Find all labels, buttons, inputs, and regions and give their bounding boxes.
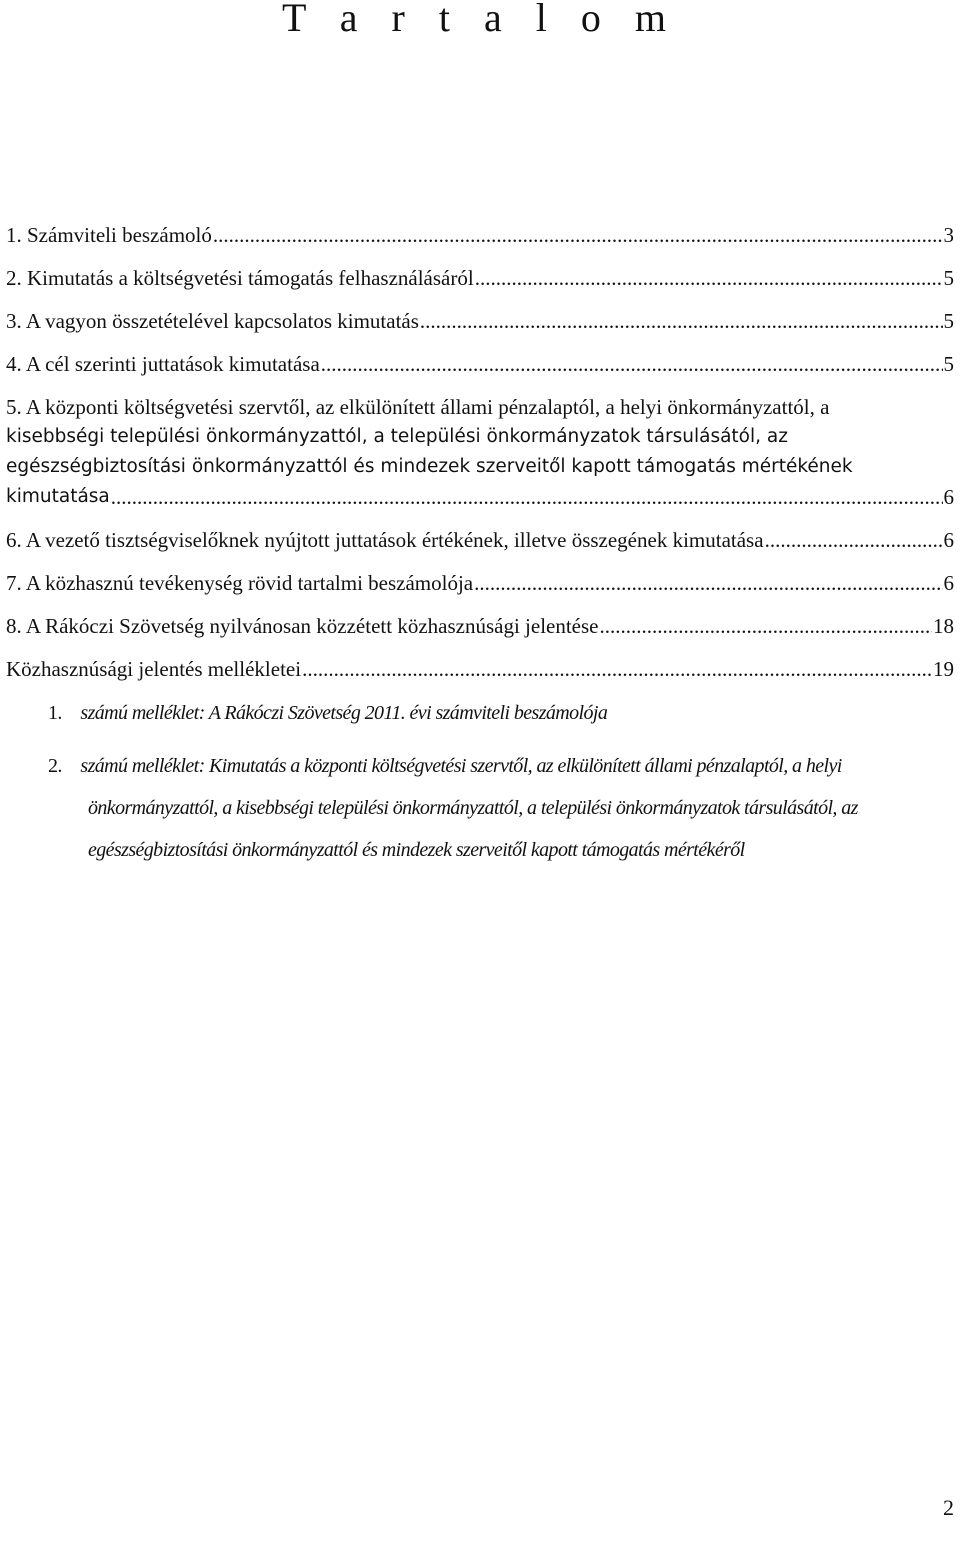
toc-entry-page: 5 [943,266,954,290]
toc-entry-kozhasznusagi-jelentes[interactable] [6,611,954,641]
appendix-text-line: önkormányzattól, a kisebbségi települési önkormányzattól, a települési önkormányzatok társulásától, az [88,797,858,819]
appendix-item-1 [48,702,958,725]
appendix-item-2 [48,745,958,871]
page-number: 2 [943,1495,954,1520]
toc-entry-koltsegvetesi-tamogatas[interactable] [6,263,954,293]
toc-entry-page: 6 [943,485,954,509]
toc-entry-label: 7. A közhasznú tevékenység rövid tartalmi beszámolója [6,571,474,595]
toc-entry-cel-szerinti-juttatasok[interactable] [6,349,954,379]
toc-entry-page: 5 [943,309,954,333]
toc-leader-dots [765,525,943,555]
table-of-contents [6,220,954,684]
toc-entry-label: 8. A Rákóczi Szövetség nyilvánosan közzétett közhasznúsági jelentése [6,614,599,638]
toc-entry-label: 6. A vezető tisztségviselőknek nyújtott juttatások értékének, illetve összegének kimutatása [6,528,764,552]
toc-entry-label: 1. Számviteli beszámoló [6,223,212,247]
toc-entry-page: 18 [933,614,954,638]
toc-entry-label: Közhasznúsági jelentés mellékletei [6,657,302,681]
appendix-text-line: egészségbiztosítási önkormányzattól és mindezek szerveitől kapott támogatás mértékéről [88,839,745,861]
toc-entry-jelentes-mellekletei[interactable] [6,654,954,684]
appendix-text-line: számú melléklet: Kimutatás a központi költségvetési szervtől, az elkülönített állami pénzalaptól, a helyi [80,755,842,777]
toc-entry-label: 2. Kimutatás a költségvetési támogatás felhasználásáról [6,266,474,290]
toc-entry-line: 5. A központi költségvetési szervtől, az elkülönített állami pénzalaptól, a helyi önkormányzattól, a [6,395,830,419]
toc-entry-line: kimutatása [6,486,110,507]
toc-entry-kozhasznu-tevekenyseg[interactable] [6,568,954,598]
toc-entry-label: 4. A cél szerinti juttatások kimutatása [6,352,320,376]
toc-leader-dots [475,263,943,293]
toc-entry-line: kisebbségi települési önkormányzattól, a települési önkormányzatok társulásától, az [6,426,788,447]
toc-entry-tamogatas-mertek[interactable] [6,392,954,512]
toc-leader-dots [213,220,943,250]
toc-leader-dots [474,568,942,598]
appendix-number: 1. [48,702,62,724]
toc-leader-dots [111,482,943,512]
toc-entry-page: 19 [933,657,954,681]
toc-entry-vezeto-juttatasok[interactable] [6,525,954,555]
appendix-number: 2. [48,755,62,777]
toc-entry-line: egészségbiztosítási önkormányzattól és mindezek szerveitől kapott támogatás mértékének [6,456,853,477]
toc-leader-dots [600,611,933,641]
toc-leader-dots [420,306,943,336]
appendix-text: számú melléklet: A Rákóczi Szövetség 2011. évi számviteli beszámolója [80,702,608,724]
toc-entry-page: 3 [943,223,954,247]
toc-entry-page: 5 [943,352,954,376]
page-title: T a r t a l o m [282,0,678,40]
toc-leader-dots [302,654,932,684]
toc-entry-page: 6 [943,528,954,552]
toc-entry-label: 3. A vagyon összetételével kapcsolatos kimutatás [6,309,419,333]
toc-entry-page: 6 [943,571,954,595]
toc-leader-dots [321,349,943,379]
toc-entry-szamviteli-beszamolo[interactable] [6,220,954,250]
toc-entry-vagyon-kimutatas[interactable] [6,306,954,336]
